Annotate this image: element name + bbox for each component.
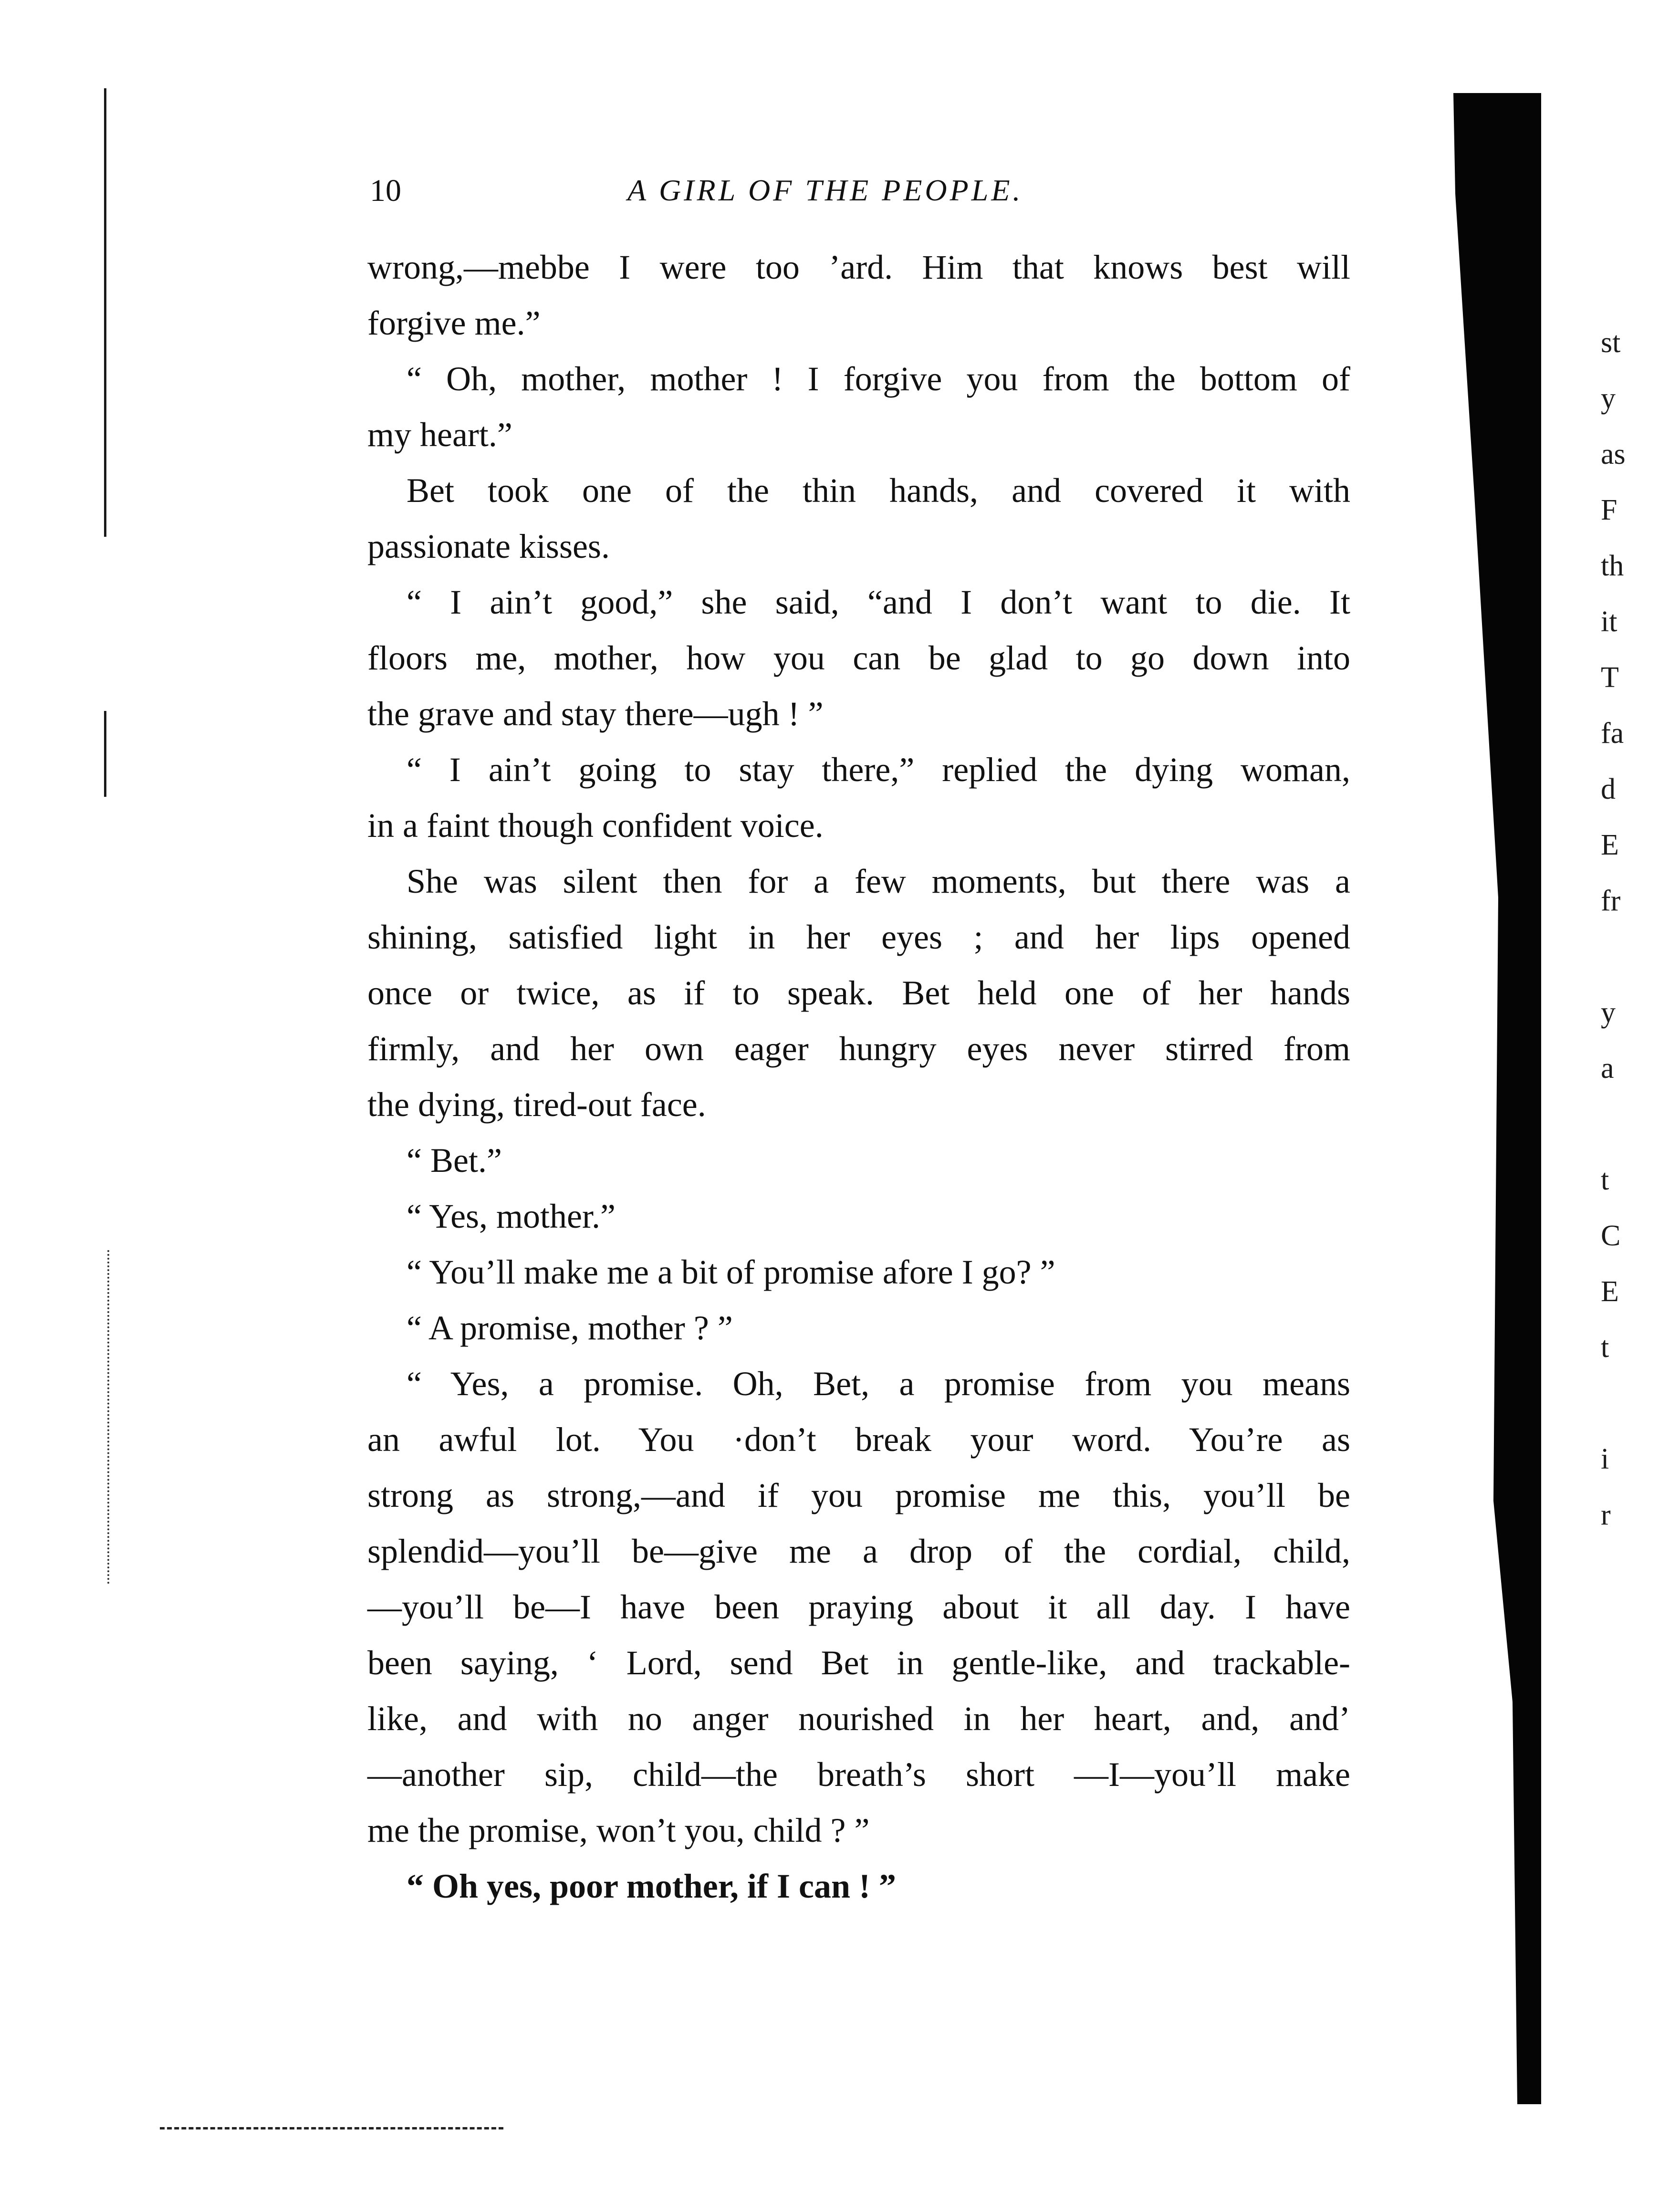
text-line: forgive me.” bbox=[367, 304, 541, 342]
facing-fragment: E bbox=[1601, 829, 1619, 861]
text-line: “ I ain’t going to stay there,” replied the dying woman, bbox=[407, 751, 1350, 789]
facing-fragment: th bbox=[1601, 550, 1624, 582]
running-title: A GIRL OF THE PEOPLE. bbox=[627, 173, 1023, 207]
running-head bbox=[370, 173, 1353, 216]
facing-fragment: as bbox=[1601, 438, 1626, 470]
left-margin-rule-lower bbox=[104, 711, 106, 797]
facing-fragment: i bbox=[1601, 1443, 1609, 1475]
facing-page-shadow bbox=[1446, 93, 1541, 2104]
text-line: shining, satisfied light in her eyes ; and her lips opened bbox=[367, 918, 1350, 956]
text-line: “ Bet.” bbox=[407, 1141, 502, 1179]
text-line: in a faint though confident voice. bbox=[367, 806, 824, 845]
facing-fragment: E bbox=[1601, 1275, 1619, 1308]
left-margin-dots bbox=[107, 1250, 109, 1584]
facing-fragment: T bbox=[1601, 661, 1619, 694]
text-line: Bet took one of the thin hands, and covered it with bbox=[407, 471, 1350, 510]
facing-fragment: y bbox=[1601, 996, 1616, 1029]
text-line: my heart.” bbox=[367, 416, 512, 454]
facing-fragment bbox=[1601, 1096, 1626, 1152]
bottom-edge-rule bbox=[160, 2127, 503, 2129]
text-line: “ You’ll make me a bit of promise afore I go? ” bbox=[407, 1253, 1055, 1291]
text-line: “ Yes, mother.” bbox=[407, 1197, 616, 1235]
text-line: me the promise, won’t you, child ? ” bbox=[367, 1811, 870, 1849]
facing-fragment bbox=[1601, 1376, 1626, 1431]
facing-fragment: fr bbox=[1601, 885, 1621, 917]
text-line: the grave and stay there—ugh ! ” bbox=[367, 695, 824, 733]
text-line: “ A promise, mother ? ” bbox=[407, 1309, 733, 1347]
facing-fragment: a bbox=[1601, 1052, 1614, 1085]
text-line: been saying, ‘ Lord, send Bet in gentle-like, and trackable- bbox=[367, 1644, 1350, 1682]
facing-fragment: F bbox=[1601, 494, 1617, 526]
text-line: splendid—you’ll be—give me a drop of the cordial, child, bbox=[367, 1532, 1350, 1570]
facing-fragment: r bbox=[1601, 1499, 1611, 1531]
text-line: once or twice, as if to speak. Bet held one of her hands bbox=[367, 974, 1350, 1012]
text-line: like, and with no anger nourished in her heart, and, and’ bbox=[367, 1700, 1350, 1738]
left-margin-rule bbox=[104, 88, 106, 537]
text-line: the dying, tired-out face. bbox=[367, 1085, 706, 1124]
text-line: strong as strong,—and if you promise me this, you’ll be bbox=[367, 1476, 1350, 1514]
text-line: “ Oh yes, poor mother, if I can ! ” bbox=[407, 1867, 896, 1905]
body-text bbox=[367, 240, 1350, 1914]
text-line: firmly, and her own eager hungry eyes never stirred from bbox=[367, 1030, 1350, 1068]
facing-fragment bbox=[1601, 929, 1626, 985]
text-line: “ I ain’t good,” she said, “and I don’t want to die. It bbox=[407, 583, 1350, 621]
text-line: “ Yes, a promise. Oh, Bet, a promise from you means bbox=[407, 1365, 1350, 1403]
facing-fragment: d bbox=[1601, 773, 1616, 805]
facing-fragment: y bbox=[1601, 382, 1616, 415]
facing-fragment: t bbox=[1601, 1331, 1609, 1364]
text-line: —you’ll be—I have been praying about it all day. I have bbox=[367, 1588, 1350, 1626]
text-line: She was silent then for a few moments, but there was a bbox=[407, 862, 1350, 900]
text-line: passionate kisses. bbox=[367, 527, 610, 565]
facing-fragment: t bbox=[1601, 1164, 1609, 1196]
text-line: “ Oh, mother, mother ! I forgive you from the bottom of bbox=[407, 360, 1350, 398]
facing-fragment: fa bbox=[1601, 717, 1624, 750]
facing-fragment: it bbox=[1601, 605, 1617, 638]
facing-page-fragments bbox=[1601, 315, 1626, 1543]
text-line: an awful lot. You ·don’t break your word. You’re as bbox=[367, 1420, 1350, 1459]
page-number: 10 bbox=[370, 173, 401, 208]
facing-fragment: st bbox=[1601, 326, 1621, 359]
facing-fragment: C bbox=[1601, 1220, 1621, 1252]
text-line: floors me, mother, how you can be glad to go down into bbox=[367, 639, 1350, 677]
text-line: wrong,—mebbe I were too ’ard. Him that knows best will bbox=[367, 248, 1350, 286]
text-line: —another sip, child—the breath’s short —I—you’ll make bbox=[367, 1755, 1350, 1794]
